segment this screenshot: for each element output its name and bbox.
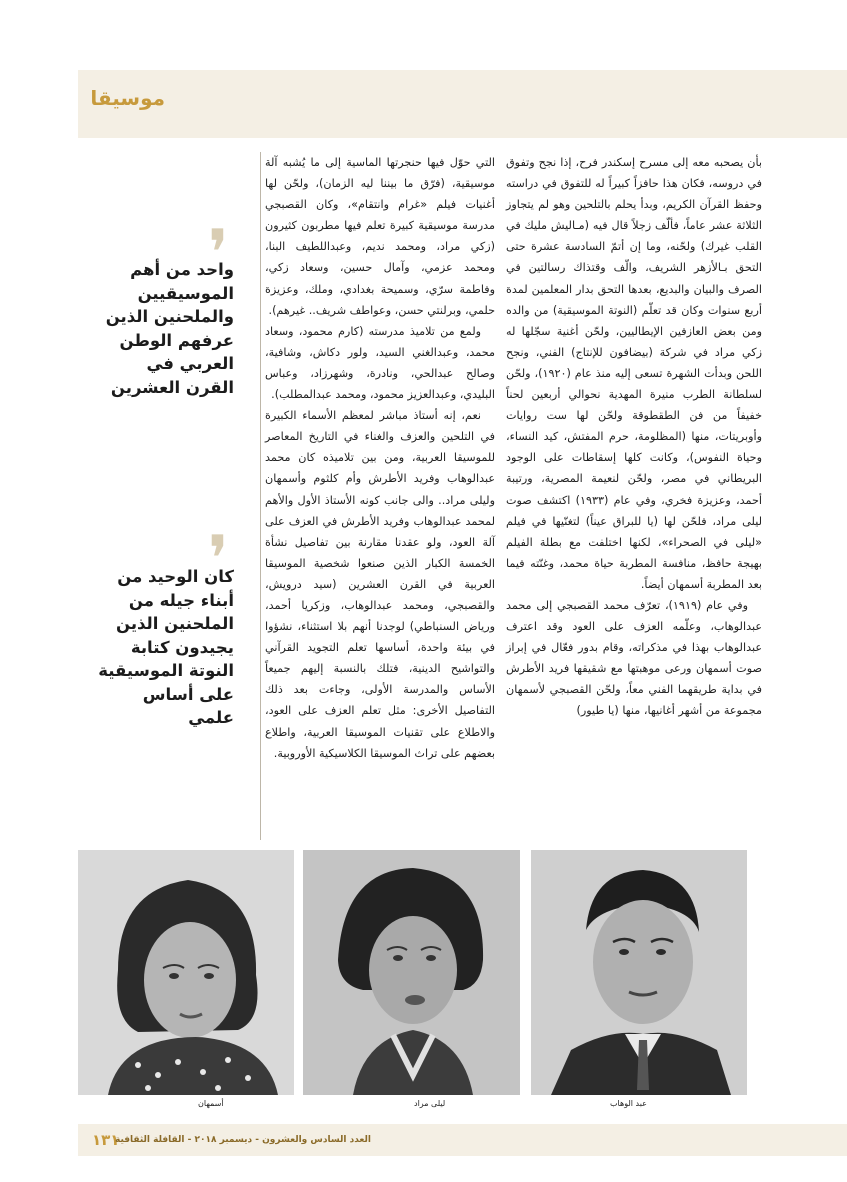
pull-quote: كان الوحيد من أبناء جيله من الملحنين الذين يجيدون كتابة النوتة الموسيقية على أساس علمي (98, 567, 234, 727)
paragraph: نعم، إنه أستاذ مباشر لمعظم الأسماء الكبيرة في التلحين والعزف والغناء في التاريخ المعاصر للموسيقا العربية، ومن بين تلاميذه كان محمد عبدالوهاب وفريد الأطرش وأم كلثوم وأسمهان وليلى مراد.. والى جانب كونه الأستاذ الأول والأهم لمحمد عبدالوهاب وفريد الأطرش في العزف على آلة العود، ولو عقدنا مقارنة بين تفاصيل نشأة الخمسة الكبار الذين صنعوا شخصية الموسيقا العربية في القرن العشرين (سيد درويش، والقصبجي، ومحمد عبدالوهاب، وزكريا أحمد، ورياض السنباطي) لوجدنا أنهم بلا استثناء، نشؤوا في بيئة واحدة، أساسها تعلم التجويد القرآني والتواشيح الدينية، فتلك بالنسبة إليهم جميعاً الأساس والمدرسة الأولى، وجاءت بعد ذلك التفاصيل الأخرى: مثل تعلم العزف على العود، والاطلاع على تقنيات الموسيقا العربية، واطلاع بعضهم على تراث الموسيقا الكلاسيكية الأوروبية. (265, 409, 495, 760)
portrait-photo (303, 850, 520, 1095)
text-column-middle (265, 152, 495, 764)
portrait-photo (531, 850, 747, 1095)
quote-mark-icon: ❜ (208, 523, 229, 597)
paragraph: وفي عام (١٩١٩)، تعرّف محمد القصبجي إلى محمد عبدالوهاب، وعلّمه العزف على العود وقد اعترف عبدالوهاب بهذا في مذكراته، وقام بدور فعّال في إبراز صوت أسمهان ورعى موهبتها مع شقيقها فريد الأطرش في بداية طريقهما الفني معاً، ولحّن القصبجي لأسمهان مجموعة من أشهر أغانيها، منها (يا طيور) (506, 598, 762, 718)
portrait-photo (78, 850, 294, 1095)
page-number: ١٣١ (92, 1131, 120, 1149)
column-divider (260, 152, 261, 840)
paragraph: بأن يصحبه معه إلى مسرح إسكندر فرح، إذا نجح وتفوق في دروسه، فكان هذا حافزاً كبيراً له للتفوق في دراسته وحفظ القرآن الكريم، وبدأ يحلم بالتلحين وهو لم يتجاوز الثلاثة عشر عاماً، فألّف زجلاً قال فيه (مـاليش مليك في القلب غيرك) ولحّنه، وما إن أتمّ السادسة عشرة حتى التحق بـالأزهر الشريف، والّف وقتذاك رسالتين في الصرف والبيان والبديع، بعدها التحق بدار المعلمين لمدة أربع سنوات وكان قد تعلّم (النوتة الموسيقية) من والده ومن بعض العازفين الإيطاليين، ولحّن أغنية سجّلها له زكي مراد في شركة (بيضافون للإنتاج) الفني، ونجح اللحن وبدأت الشهرة تسعى إليه منذ عام (١٩٢٠)، ولحّن لسلطانة الطرب منيرة المهدية نحوالي أربعين لحناً خفيفاً من فن الطقطوقة ولحّن لها ست روايات وأوبريتات، منها (المظلومة، حرم المفتش، كيد النساء، وحياة النفوس)، وكانت كلها إسقاطات على الوجود البريطاني في مصر، ولحّن لنعيمة المصرية، ورتيبة أحمد، وعزيزة فخري، وفي عام (١٩٣٣) اكتشف صوت ليلى مراد، فلحّن لها (يا للبراق عيناً) لتغنّيها في فيلم «ليلى في الصحراء»، لكنها اختلفت مع بطلة الفيلم بهيجة حافظ، منافسة المطربة حياة محمد، وغنّته فيما بعد المطربة أسمهان أيضاً. (506, 156, 762, 591)
paragraph: ولمع من تلاميذ مدرسته (كارم محمود، وسعاد محمد، وعبدالغني السيد، ولور دكاش، وشافية، وصالح عبدالحي، ونادرة، وشهرزاد، وعباس البليدي، وعبدالعزيز محمود، ومحمد عبدالمطلب). (265, 324, 495, 402)
paragraph: التي حوّل فيها حنجرتها الماسية إلى ما يُشبه آلة موسيقية، (فرّق ما بيننا ليه الزمان)، ولحّن لها أغنيات فيلم «غرام وانتقام»، وكان القصبجي مدرسة موسيقية كبيرة تعلم فيها مطربون كثيرون (زكي مراد، ومحمد نديم، وعبداللطيف البنا، ومحمد عزمي، وآمال حسين، وسعاد زكي، وفاطمة سرّي، وسميحة بغدادي، وملك، وعزيزة حلمي، وبرلنتي حسن، وعواطف شريف.. غيرهم). (265, 156, 495, 317)
photo-caption: ليلى مراد (414, 1099, 446, 1108)
text-column-right (506, 152, 762, 722)
portrait-asmahan-image (78, 850, 294, 1095)
quote-mark-icon: ❜ (208, 217, 229, 291)
portrait-layla-murad-image (303, 850, 520, 1095)
header-band (78, 70, 847, 138)
pull-quote: واحد من أهم الموسيقيين والملحنين الذين عرفهم الوطن العربي في القرن العشرين (105, 260, 234, 397)
portrait-abdel-wahab-image (531, 850, 747, 1095)
section-title: موسيقا (90, 86, 165, 110)
photo-caption: عبد الوهاب (610, 1099, 647, 1108)
issue-line: العدد السادس والعشرون - ديسمبر ٢٠١٨ - القافلة الثقافية (115, 1135, 371, 1145)
photo-caption: أسمهان (198, 1099, 224, 1108)
